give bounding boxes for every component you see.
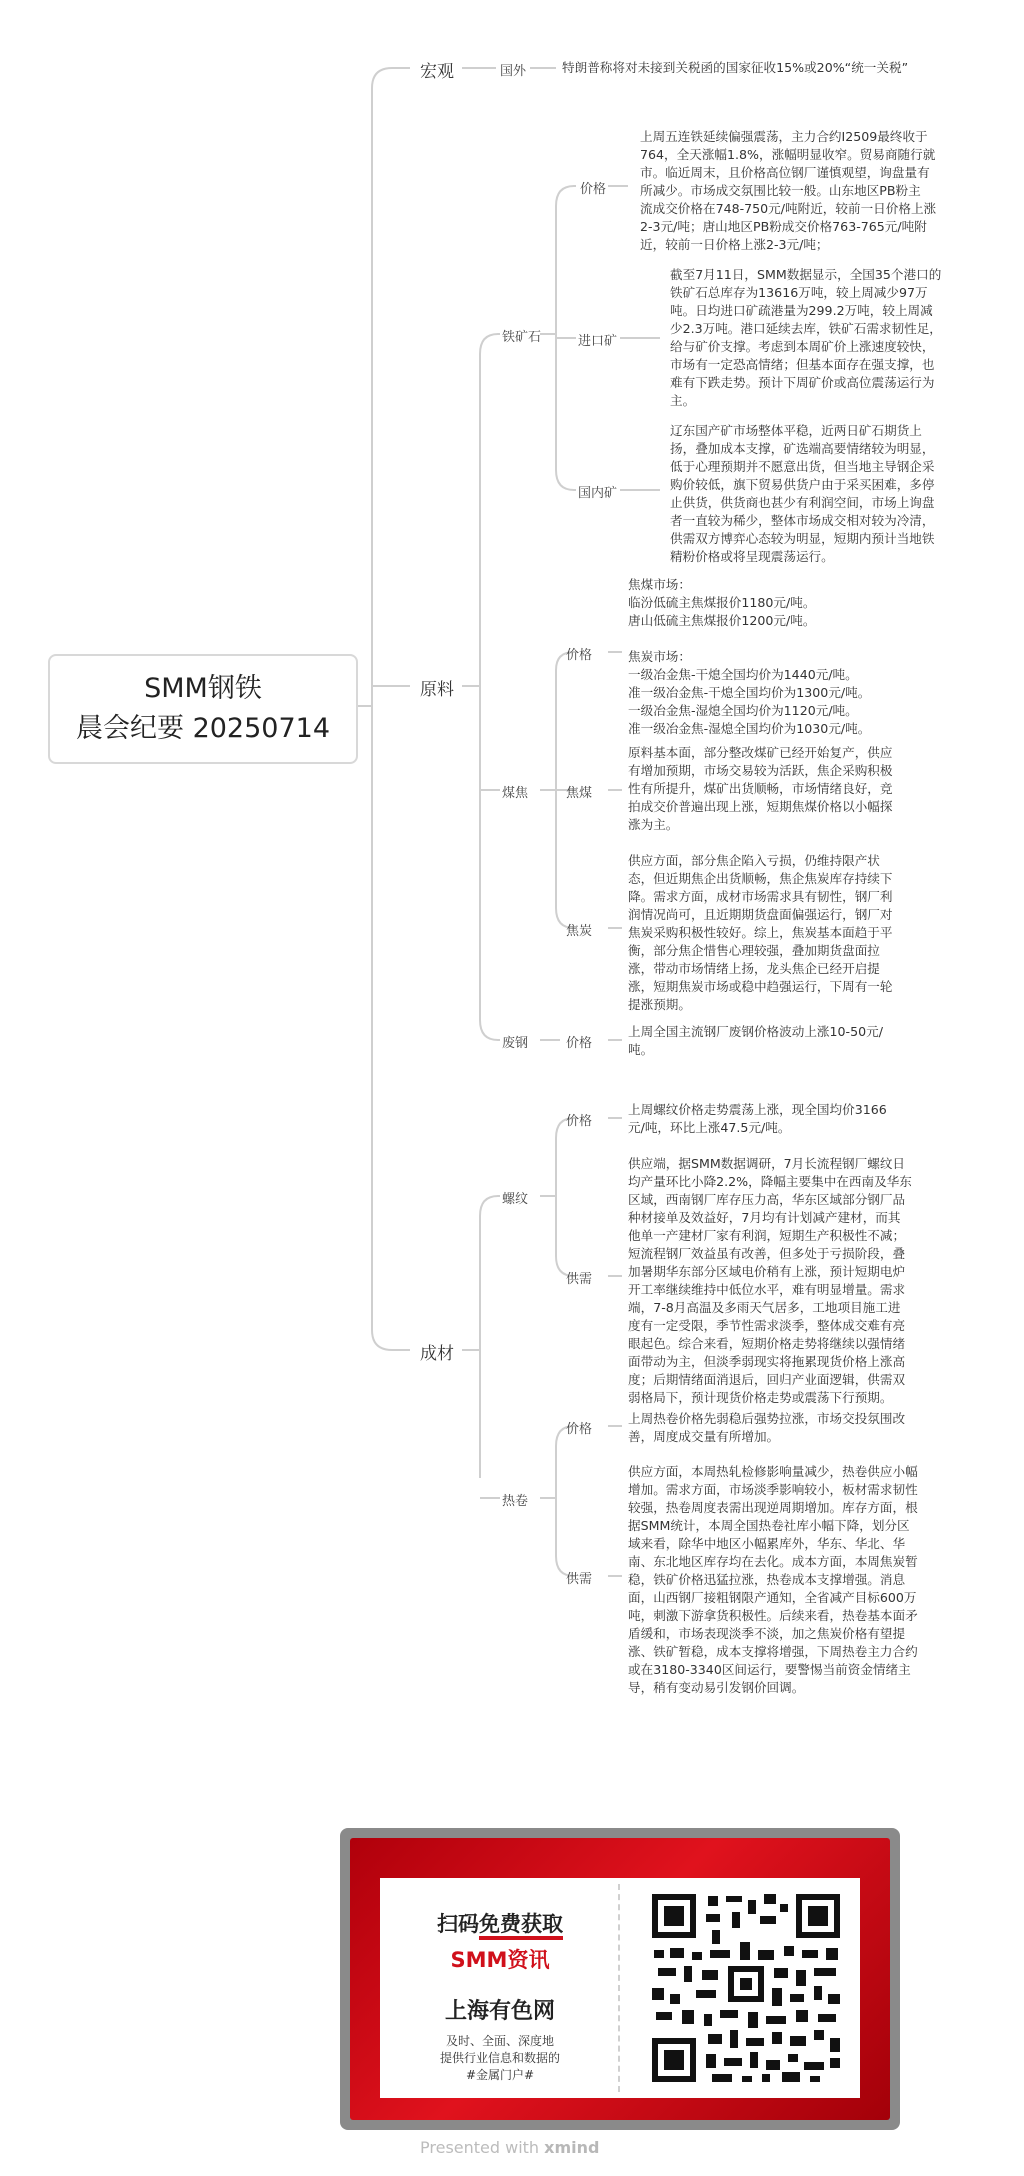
iron-ore-price-text[interactable]: 上周五连铁延续偏强震荡，主力合约I2509最终收于 764，全天涨幅1.8%，涨幅明显收窄。贸易商随行就 市。临近周末，且价格高位钢厂谨慎观望，询盘量有 所减少。市场成交氛围比较一般。山东地区PB粉主 流成交价格在748-750元/吨附近，较前一日价格上涨 2-3元/吨；唐山地区PB粉成交价格763-765元/吨附 近，较前一日价格上涨2-3元/吨； — [640, 129, 937, 252]
topic-rebar[interactable]: 螺纹 — [502, 1192, 529, 1207]
promo-site-name: 上海有色网 — [444, 1999, 555, 2024]
topic-raw-materials[interactable]: 原料 — [420, 680, 454, 700]
footer-presented-with[interactable] — [420, 2138, 599, 2157]
topic-hot-rolled-coil[interactable]: 热卷 — [502, 1494, 529, 1509]
qr-code-icon[interactable] — [648, 1890, 844, 2086]
root-node[interactable] — [48, 654, 358, 764]
topic-macro-foreign[interactable]: 国外 — [500, 64, 527, 79]
promo-scan-highlight: 免费获取 — [479, 1912, 563, 1940]
topic-finished-steel[interactable]: 成材 — [420, 1344, 454, 1364]
topic-scrap-price[interactable]: 价格 — [566, 1036, 593, 1051]
scrap-price-text[interactable]: 上周全国主流钢厂废钢价格波动上涨10-50元/ 吨。 — [628, 1024, 883, 1057]
promo-scan-prefix: 扫码 — [437, 1912, 479, 1936]
topic-scrap-steel[interactable]: 废钢 — [502, 1036, 529, 1051]
imported-ore-text[interactable]: 截至7月11日，SMM数据显示，全国35个港口的 铁矿石总库存为13616万吨，较上周减少97万 吨。日均进口矿疏港量为299.2万吨，较上周减 少2.3万吨。港口延续去库，铁矿石需求韧性足， 给与矿价支撑。考虑到本周矿价上涨速度较快， 市场有一定恐高情绪；但基本面存在强支撑，也 难有下跌走势。预计下周矿价或高位震荡运行为 主。 — [670, 267, 942, 408]
topic-coking-coal[interactable]: 焦煤 — [566, 786, 593, 801]
topic-iron-ore[interactable]: 铁矿石 — [502, 330, 542, 345]
topic-coal-price[interactable]: 价格 — [566, 648, 593, 663]
macro-foreign-text[interactable]: 特朗普称将对未接到关税函的国家征收15%或20%“统一关税” — [562, 60, 909, 75]
topic-imported-ore[interactable]: 进口矿 — [578, 334, 618, 349]
topic-domestic-ore[interactable]: 国内矿 — [578, 486, 618, 501]
hrc-price-text[interactable]: 上周热卷价格先弱稳后强势拉涨，市场交投氛围改 善，周度成交量有所增加。 — [628, 1411, 906, 1444]
topic-rebar-supply-demand[interactable]: 供需 — [566, 1272, 593, 1287]
promo-divider — [618, 1884, 620, 2092]
hrc-supply-demand-text[interactable]: 供应方面，本周热轧检修影响量减少，热卷供应小幅 增加。需求方面，市场淡季影响较小，板材需求韧性 较强，热卷周度表需出现逆周期增加。库存方面，根 据SMM统计，本周全国热卷社库小幅下降，划分区 域来看，除华中地区小幅累库外，华东、华北、华 南、东北地区库存均在去化。成本方面，本周焦炭暂 稳，铁矿价格迅猛拉涨，热卷成本支撑增强。消息 面，山西钢厂接粗钢限产通知，全省减产目标600万 吨，刺激下游拿货积极性。后续来看，热卷基本面矛 盾缓和，市场表现淡季不淡，加之焦炭价格有望提 涨、铁矿暂稳，成本支撑将增强，下周热卷主力合约 或在3180-3340区间运行，要警惕当前资金情绪主 导，稍有变动易引发钢价回调。 — [628, 1464, 918, 1695]
promo-desc-2: 提供行业信息和数据的 — [439, 2051, 560, 2065]
topic-hrc-supply-demand[interactable]: 供需 — [566, 1572, 593, 1587]
topic-rebar-price[interactable]: 价格 — [566, 1114, 593, 1129]
promo-tag: #金属门户# — [465, 2068, 535, 2082]
rebar-price-text[interactable]: 上周螺纹价格走势震荡上涨，现全国均价3166 元/吨，环比上涨47.5元/吨。 — [628, 1102, 887, 1135]
root-title: SMM钢铁 — [144, 673, 262, 704]
topic-macro[interactable]: 宏观 — [420, 62, 454, 82]
promo-left-panel — [380, 1878, 620, 2098]
topic-coke[interactable]: 焦炭 — [566, 924, 593, 939]
footer-brand: xmind — [544, 2138, 600, 2157]
rebar-supply-demand-text[interactable]: 供应端，据SMM数据调研，7月长流程钢厂螺纹日 均产量环比小降2.2%，降幅主要集中在西南及华东 区域，西南钢厂库存压力高，华东区域部分钢厂品 种材接单及效益好，7月均有计划减产建材，而其 他单一产建材厂家有利润，短期生产积极性不减； 短流程钢厂效益虽有改善，但多处于亏损阶段，叠 加暑期华东部分区域电价稍有上涨，预计短期电炉 开工率继续维持中低位水平，难有明显增量。需求 端，7-8月高温及多雨天气居多，工地项目施工进 度有一定受限，季节性需求淡季，整体成交难有亮 眼起色。综合来看，短期价格走势将继续以强情绪 面带动为主，但淡季弱现实将拖累现货价格上涨高 度；后期情绪面消退后，回归产业面逻辑，供需双 弱格局下，预计现货价格走势或震荡下行预期。 — [628, 1156, 912, 1405]
footer-prefix: Presented with — [420, 2138, 540, 2157]
promo-card[interactable] — [340, 1828, 900, 2130]
coal-price-text[interactable]: 焦煤市场： 临汾低硫主焦煤报价1180元/吨。 唐山低硫主焦煤报价1200元/吨。 焦炭市场： 一级冶金焦-干熄全国均价为1440元/吨。 准一级冶金焦-干熄全国均价为1300元/吨。 一级冶金焦-湿熄全国均价为1120元/吨。 准一级冶金焦-湿熄全国均价为1030元/吨。 — [628, 577, 871, 736]
coke-text[interactable]: 供应方面，部分焦企陷入亏损，仍维持限产状 态，但近期焦企出货顺畅，焦企焦炭库存持续下 降。需求方面，成材市场需求具有韧性，钢厂利 润情况尚可，且近期期货盘面偏强运行，钢厂对 焦炭采购积极性较好。综上，焦炭基本面趋于平 衡，部分焦企惜售心理较强，叠加期货盘面拉 涨，带动市场情绪上扬，龙头焦企已经开启提 涨，短期焦炭市场或稳中趋强运行，下周有一轮 提涨预期。 — [628, 853, 893, 1012]
coking-coal-text[interactable]: 原料基本面，部分整改煤矿已经开始复产，供应 有增加预期，市场交易较为活跃，焦企采购积极 性有所提升，煤矿出货顺畅，市场情绪良好，竞 拍成交价普遍出现上涨，短期焦煤价格以小幅探 涨为主。 — [628, 745, 893, 832]
promo-brand-info: SMM资讯 — [450, 1948, 550, 1972]
promo-desc-1: 及时、全面、深度地 — [445, 2034, 554, 2048]
root-subtitle: 晨会纪要 20250714 — [75, 713, 330, 744]
topic-coal-coke[interactable]: 煤焦 — [502, 786, 529, 801]
promo-card-red-frame — [350, 1838, 890, 2120]
topic-hrc-price[interactable]: 价格 — [566, 1422, 593, 1437]
promo-card-inner — [380, 1878, 860, 2098]
domestic-ore-text[interactable]: 辽东国产矿市场整体平稳，近两日矿石期货上 扬，叠加成本支撑，矿选端高要情绪较为明显， 低于心理预期并不愿意出货，但当地主导钢企采 购价较低，旗下贸易供货户由于采买困难，多停 止供货，供货商也甚少有利润空间，市场上询盘 者一直较为稀少，整体市场成交相对较为冷清， 供需双方博弈心态较为明显，短期内预计当地铁 精粉价格或将呈现震荡运行。 — [670, 423, 935, 564]
topic-iron-ore-price[interactable]: 价格 — [580, 182, 607, 197]
